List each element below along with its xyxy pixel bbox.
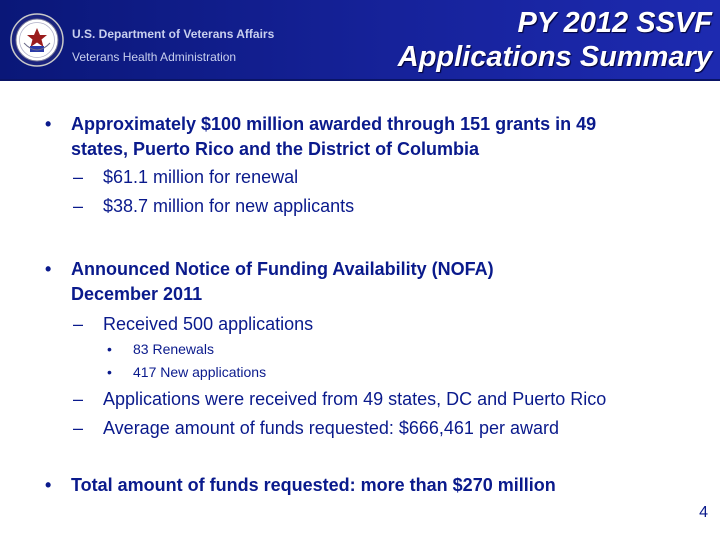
slide-title-line-2: Applications Summary [397,41,712,73]
administration-name: Veterans Health Administration [72,50,237,64]
bullet-nofa [45,257,494,307]
subitem-text: Average amount of funds requested: $666,461 per award [103,418,559,438]
bullet-text-line: Total amount of funds requested: more than $270 million [71,475,556,495]
subsubitem-text: 83 Renewals [133,341,214,357]
page-number: 4 [699,504,708,521]
bullet-glyph: • [45,259,52,279]
subsubitem-renewals [107,340,214,358]
subitem-received [73,312,314,336]
subsubitem-text: 417 New applications [133,364,267,380]
bullet-text-line: December 2011 [71,284,203,304]
bullet-glyph: • [107,341,112,357]
subsubitem-new-applications [107,363,267,381]
dash-glyph: – [73,418,84,438]
subitem-text: Received 500 applications [103,314,314,334]
subitem-renewal [73,165,299,189]
dash-glyph: – [73,314,84,334]
subitem-average [73,416,559,440]
dash-glyph: – [73,167,84,187]
subitem-text: Applications were received from 49 states, DC and Puerto Rico [103,389,607,409]
bullet-glyph: • [107,364,112,380]
subitem-new-applicants [73,194,355,218]
subitem-states [73,387,607,411]
bullet-awarded [45,112,597,162]
department-name: U.S. Department of Veterans Affairs [72,27,275,41]
dash-glyph: – [73,389,84,409]
bullet-glyph: • [45,475,52,495]
subitem-text: $61.1 million for renewal [103,167,299,187]
bullet-glyph: • [45,114,52,134]
bullet-text-line: Announced Notice of Funding Availability (NOFA) [71,259,494,279]
slide-title-line-1: PY 2012 SSVF [517,7,712,39]
bullet-total-requested [45,473,556,498]
subitem-text: $38.7 million for new applicants [103,196,355,216]
bullet-text-line: states, Puerto Rico and the District of Columbia [71,139,480,159]
bullet-text-line: Approximately $100 million awarded through 151 grants in 49 [71,114,597,134]
dash-glyph: – [73,196,84,216]
